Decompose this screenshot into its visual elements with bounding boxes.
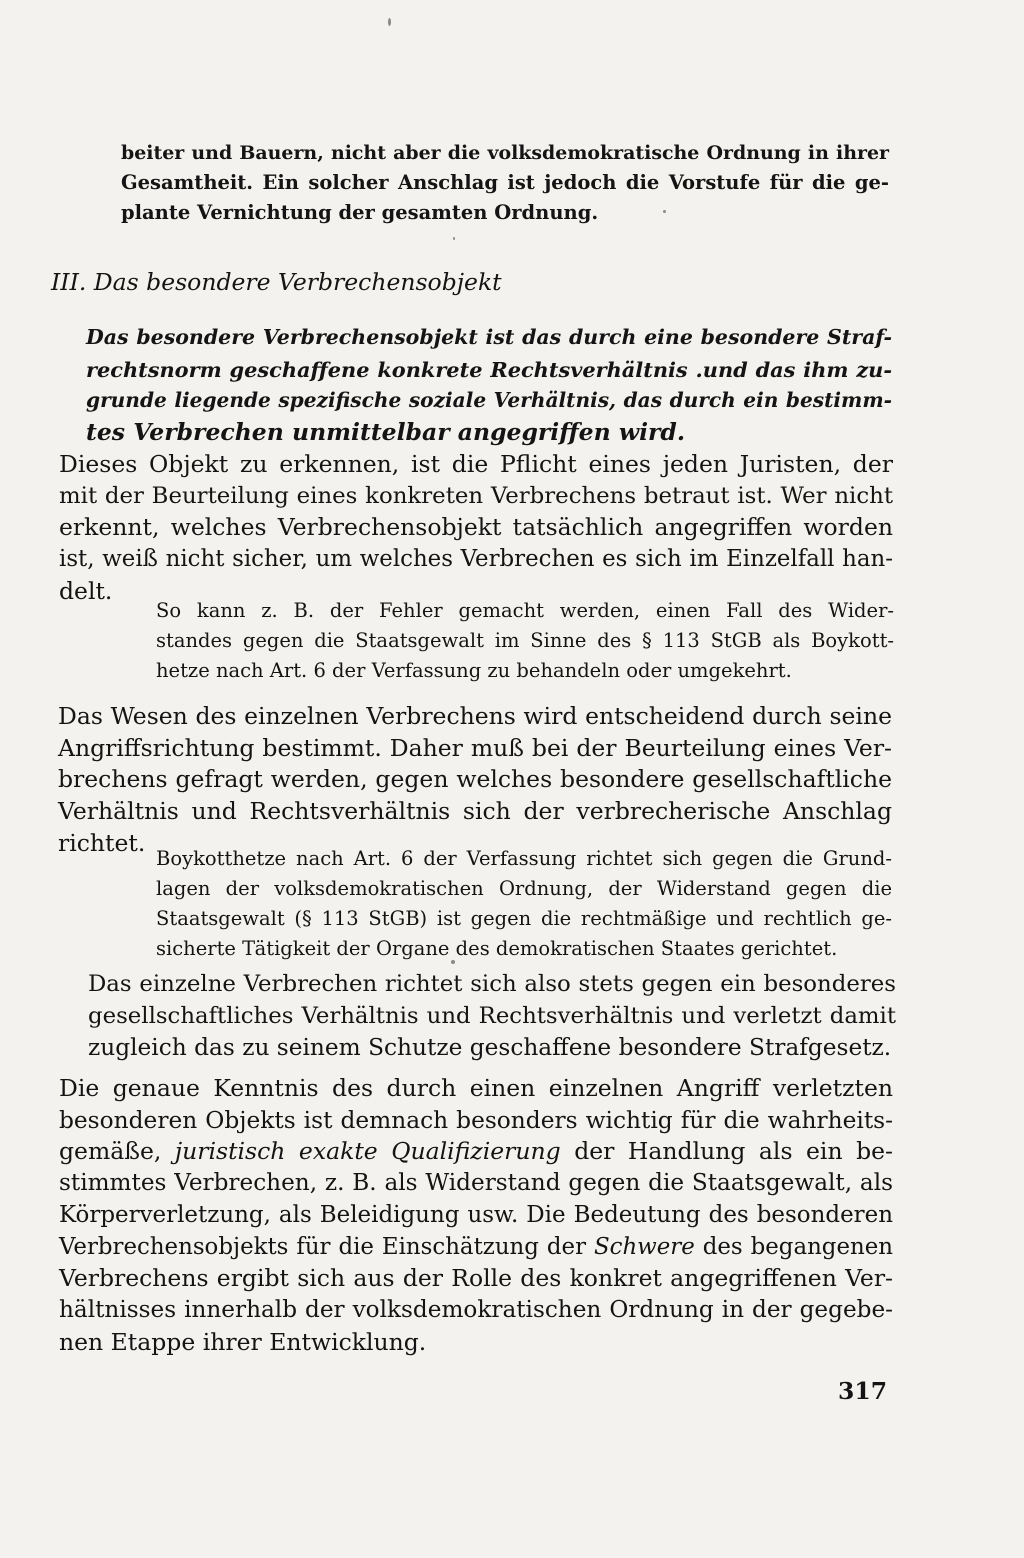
paragraph-1	[59, 449, 893, 608]
text-line: Boykotthetze nach Art. 6 der Verfassung richtet sich gegen die Grund-	[156, 847, 892, 870]
top-fragment	[121, 138, 889, 228]
text-line: hältnisses innerhalb der volksdemokratischen Ordnung in der gegebe-	[59, 1296, 893, 1323]
text-line: So kann z. B. der Fehler gemacht werden, einen Fall des Wider-	[156, 599, 894, 622]
scan-speck	[451, 960, 455, 964]
text-line	[59, 1232, 893, 1264]
text-line: plante Vernichtung der gesamten Ordnung.	[121, 201, 599, 224]
text-run: Verbrechensobjekts für die Einschätzung der	[59, 1233, 594, 1260]
text-line: Verbrechens ergibt sich aus der Rolle des konkret angegriffenen Ver-	[59, 1264, 893, 1293]
text-line: lagen der volksdemokratischen Ordnung, der Widerstand gegen die	[156, 877, 892, 900]
text-line: erkennt, welches Verbrechensobjekt tatsächlich angegriffen worden	[59, 513, 893, 542]
text-line: rechtsnorm geschaffene konkrete Rechtsverhältnis .und das ihm zu-	[86, 356, 892, 382]
note-2	[156, 844, 892, 964]
scan-speck	[663, 210, 666, 213]
text-line: Verhältnis und Rechtsverhältnis sich der verbrecherische Anschlag	[58, 797, 892, 826]
text-line: Angriffsrichtung bestimmt. Daher muß bei der Beurteilung eines Ver-	[58, 733, 892, 762]
paragraph-2	[58, 701, 892, 860]
text-line: stimmtes Verbrechen, z. B. als Widerstand gegen die Staatsgewalt, als	[59, 1170, 893, 1197]
text-line: Dieses Objekt zu erkennen, ist die Pflicht eines jeden Juristen, der	[59, 450, 893, 478]
text-run: des begangenen	[694, 1233, 893, 1260]
text-line	[59, 1136, 893, 1168]
definition	[86, 322, 892, 449]
text-run: der Handlung als ein be-	[560, 1137, 893, 1166]
text-line: Körperverletzung, als Beleidigung usw. Die Bedeutung des besonderen	[59, 1201, 893, 1228]
text-line: standes gegen die Staatsgewalt im Sinne des § 113 StGB als Boykott-	[156, 629, 894, 652]
text-line: Staatsgewalt (§ 113 StGB) ist gegen die rechtmäßige und rechtlich ge-	[156, 907, 892, 930]
text-line: beiter und Bauern, nicht aber die volksdemokratische Ordnung in ihrer	[121, 142, 889, 164]
text-line: besonderen Objekts ist demnach besonders wichtig für die wahrheits-	[59, 1106, 893, 1134]
text-line: Das Wesen des einzelnen Verbrechens wird entscheidend durch seine	[58, 702, 892, 730]
text-line: sicherte Tätigkeit der Organe des demokratischen Staates gerichtet.	[156, 937, 838, 960]
text-line: ist, weiß nicht sicher, um welches Verbrechen es sich im Einzelfall han-	[59, 546, 893, 573]
text-line: richtet.	[58, 828, 146, 857]
page-number: 317	[838, 1377, 888, 1405]
scan-speck	[453, 237, 455, 240]
text-line: Gesamtheit. Ein solcher Anschlag ist jedoch die Vorstufe für die ge-	[121, 171, 889, 194]
paragraph-3	[88, 969, 896, 1064]
text-line: tes Verbrechen unmittelbar angegriffen wird.	[86, 418, 686, 447]
emphasis-text: juristisch exakte Qualifizierung	[174, 1137, 561, 1166]
text-line: brechens gefragt werden, gegen welches besondere gesellschaftliche	[58, 765, 892, 794]
text-line: delt.	[59, 576, 113, 605]
text-line: hetze nach Art. 6 der Verfassung zu behandeln oder umgekehrt.	[156, 659, 792, 682]
text-line: gesellschaftliches Verhältnis und Rechtsverhältnis und verletzt damit	[88, 1002, 896, 1029]
text-line: nen Etappe ihrer Entwicklung.	[59, 1327, 427, 1356]
emphasis-text: Schwere	[593, 1233, 695, 1260]
text-line: Das einzelne Verbrechen richtet sich also stets gegen ein besonderes	[88, 971, 896, 997]
text-line: grunde liegende spezifische soziale Verhältnis, das durch ein bestimm-	[86, 388, 892, 413]
text-line: mit der Beurteilung eines konkreten Verbrechens betraut ist. Wer nicht	[59, 482, 893, 509]
text-run: gemäße,	[59, 1137, 175, 1166]
scan-speck	[388, 18, 391, 26]
section-heading: III. Das besondere Verbrechensobjekt	[51, 268, 502, 296]
text-line: Das besondere Verbrechensobjekt ist das durch eine besondere Straf-	[86, 325, 892, 349]
paragraph-4	[59, 1073, 893, 1358]
text-line: Die genaue Kenntnis des durch einen einzelnen Angriff verletzten	[59, 1074, 893, 1102]
note-1	[156, 596, 894, 686]
text-line: zugleich das zu seinem Schutze geschaffene besondere Strafgesetz.	[88, 1034, 892, 1062]
